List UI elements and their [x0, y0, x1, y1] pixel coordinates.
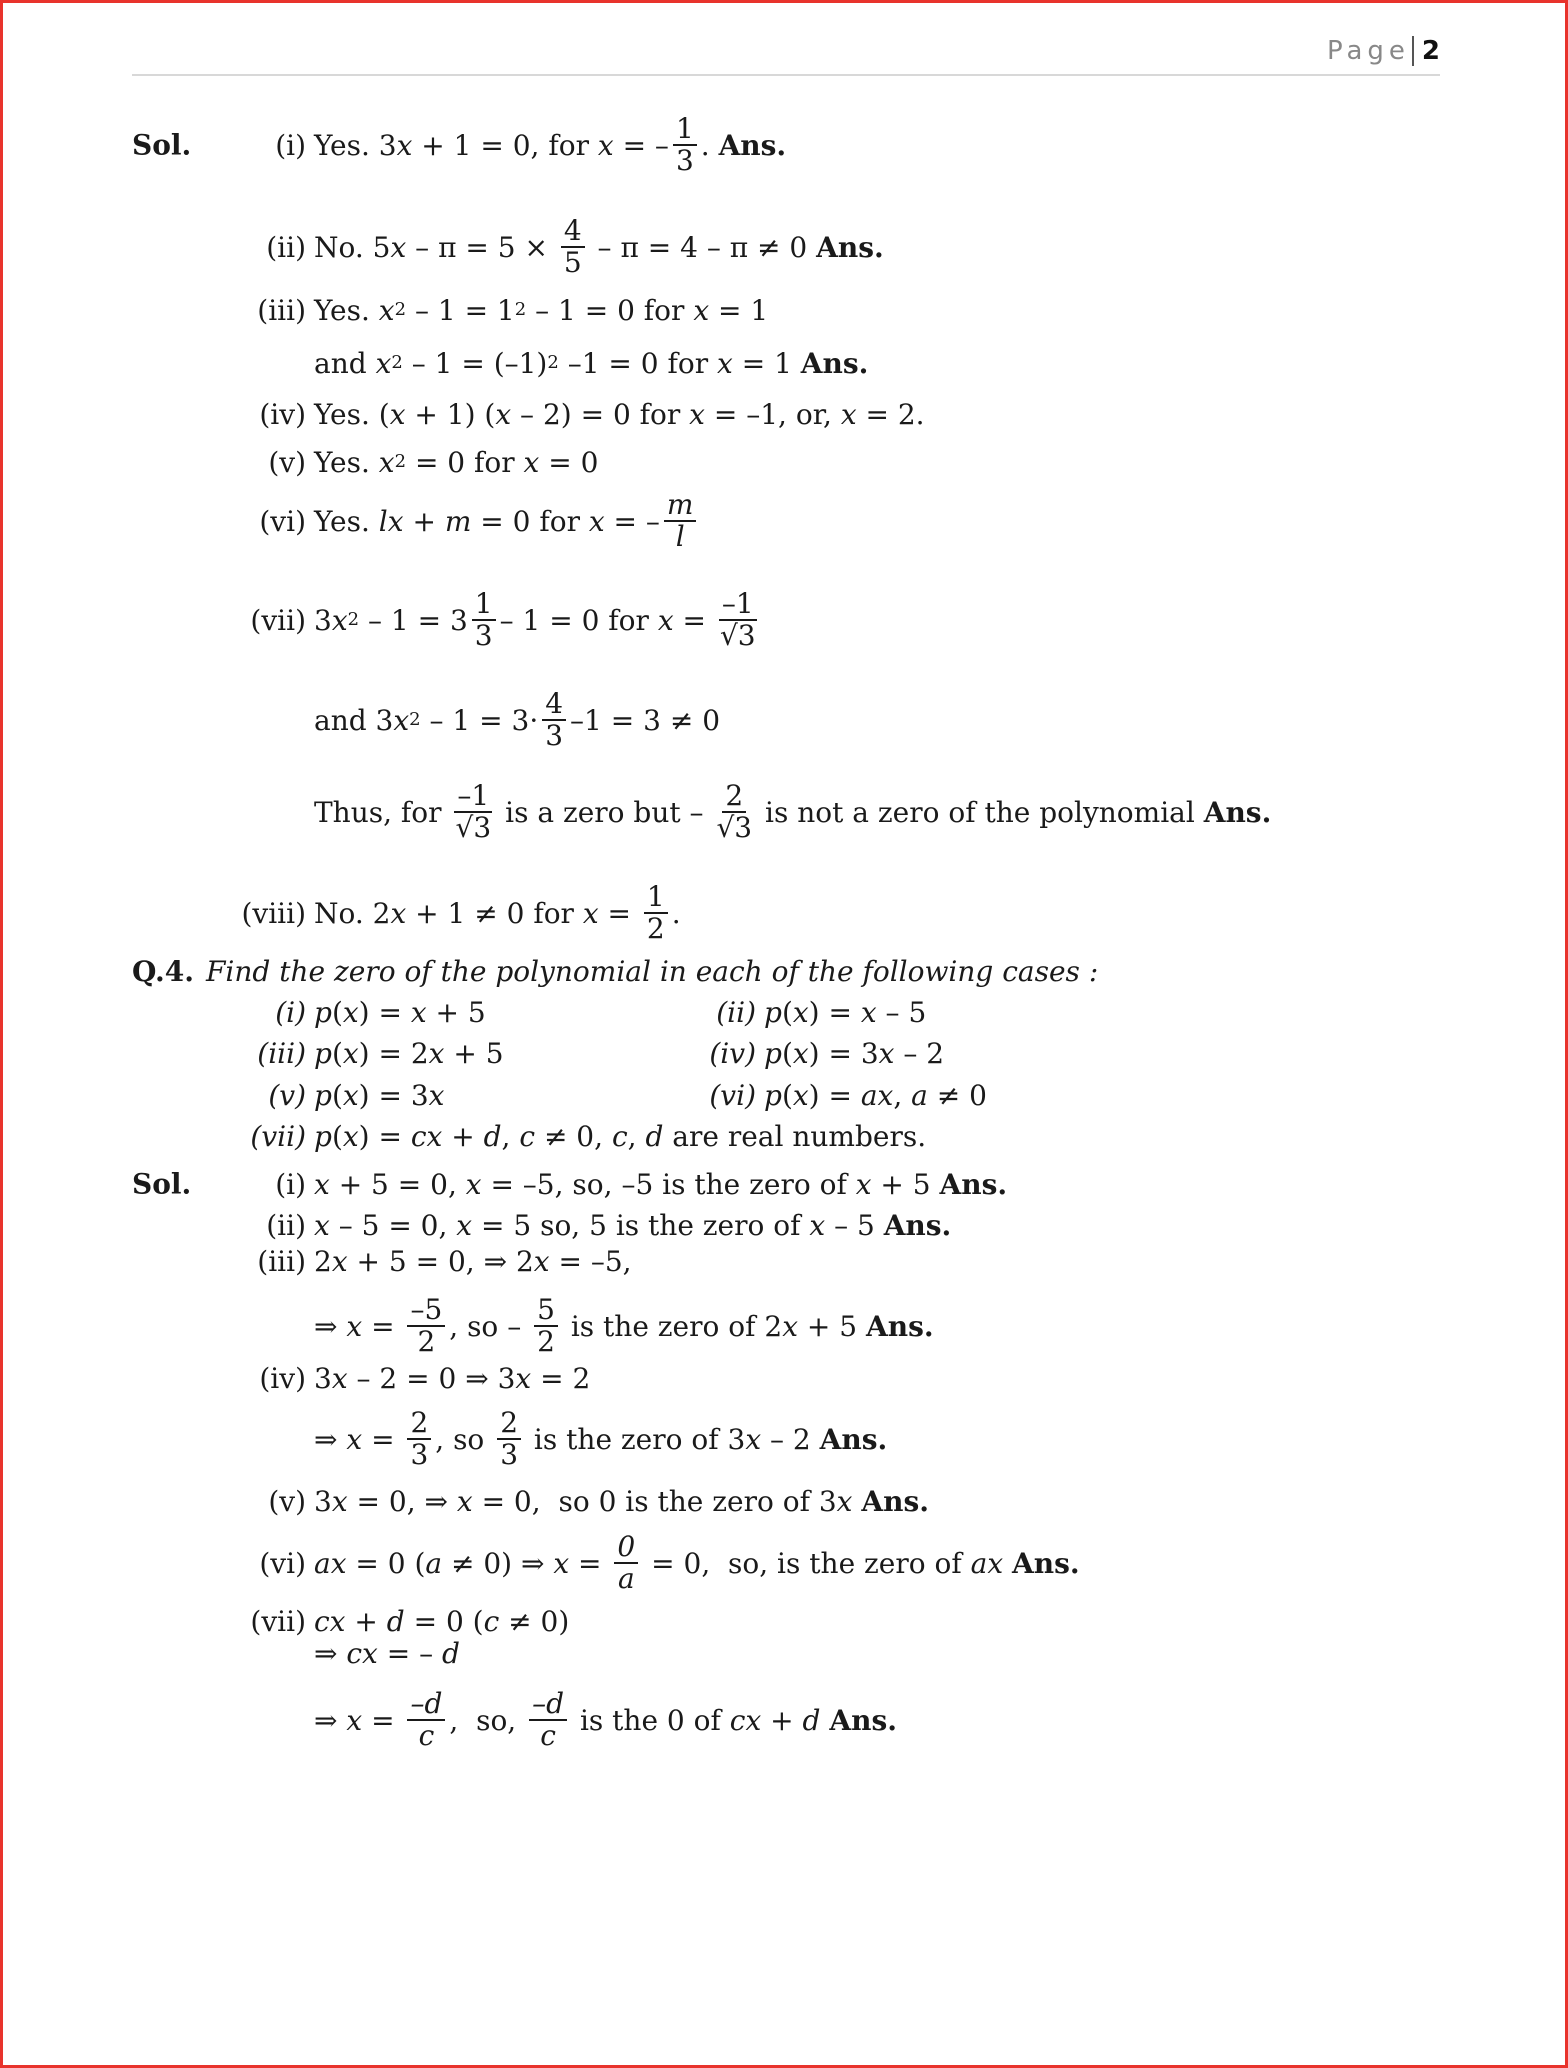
math-variable: ax: [970, 1546, 1004, 1580]
page-label: Page: [1326, 36, 1410, 66]
fraction: [407, 1689, 445, 1751]
item-label: (iv): [709, 1036, 756, 1070]
denominator: c: [540, 1719, 556, 1752]
numerator: 2: [722, 781, 746, 813]
text: =: [673, 603, 715, 637]
text: – 2 = 0 ⇒ 3: [347, 1361, 516, 1395]
fraction: [719, 589, 757, 651]
text: + 1) (: [405, 397, 496, 431]
math-variable: x: [314, 1167, 330, 1201]
solution-line: [196, 1623, 460, 1683]
text: ⇒: [314, 1636, 347, 1670]
text: =: [362, 1422, 404, 1456]
math-variable: c: [611, 1119, 628, 1153]
denominator: 5: [563, 246, 582, 279]
denominator: l: [675, 520, 685, 553]
math-variable: x: [346, 1703, 363, 1737]
math-variable: p: [764, 1036, 782, 1070]
denominator: 3: [545, 719, 564, 752]
text: (: [781, 1036, 793, 1070]
math-variable: d: [483, 1119, 502, 1153]
text: = 0 (: [404, 1604, 484, 1638]
solution-line: [196, 1530, 1080, 1595]
fraction: [716, 781, 752, 843]
math-variable: x: [515, 1361, 532, 1395]
math-variable: c: [483, 1604, 500, 1638]
math-variable: x: [792, 1078, 809, 1112]
item-label: (i): [275, 1167, 306, 1201]
item-label: (iv): [259, 1361, 306, 1395]
denominator: 2: [537, 1325, 555, 1358]
text: – 5: [876, 995, 927, 1029]
text: = 0, so 0 is the zero of 3: [472, 1484, 837, 1518]
text: Yes.: [314, 445, 379, 479]
answer-mark: Ans.: [861, 1484, 929, 1518]
numerator: m: [664, 490, 697, 522]
numerator: –d: [407, 1689, 445, 1721]
math-variable: x: [840, 397, 857, 431]
math-variable: x: [878, 1036, 895, 1070]
math-variable: x: [428, 1036, 445, 1070]
item-label: (i): [275, 128, 306, 162]
math-variable: x: [346, 1309, 363, 1343]
denominator: √3: [716, 811, 753, 844]
text: ) = 2: [358, 1036, 429, 1070]
solution-line: and 3 x 2 – 1 = 3· $\frac{4}{3}$ –1 = 3 ≠ 0: [314, 687, 721, 752]
text: 2: [314, 1244, 332, 1278]
answer-mark: Ans.: [1203, 795, 1272, 829]
text: ) =: [808, 995, 861, 1029]
text: – 2: [761, 1422, 820, 1456]
math-variable: x: [342, 1119, 359, 1153]
math-variable: p: [314, 1119, 332, 1153]
answer-mark: Ans.: [800, 346, 869, 380]
denominator: 3: [675, 144, 694, 177]
fraction: [614, 1532, 638, 1594]
math-variable: x: [390, 230, 407, 264]
math-variable: x: [693, 293, 710, 327]
text: and 3: [314, 703, 394, 737]
math-variable: x: [428, 1078, 445, 1112]
denominator: 3: [410, 1438, 429, 1471]
math-variable: x: [792, 1036, 809, 1070]
text: +: [345, 1604, 387, 1638]
text: =: [362, 1309, 404, 1343]
solution-line: [196, 1687, 897, 1752]
text: (: [331, 1119, 343, 1153]
math-variable: x: [495, 397, 512, 431]
math-variable: x: [342, 995, 359, 1029]
text: – 1 = 3: [359, 603, 468, 637]
math-variable: d: [386, 1604, 405, 1638]
text: ) =: [808, 1078, 861, 1112]
denominator: 2: [417, 1325, 436, 1358]
item-label: (v): [268, 1484, 306, 1518]
math-variable: x: [745, 1422, 762, 1456]
denominator: √3: [455, 811, 492, 844]
solution-line: (vii) 3 x 2 – 1 = 3 $\frac{1}{3}$ – 1 = 0 for x = $\frac{-1}{√3}$: [196, 590, 761, 650]
item-label: (v): [268, 445, 306, 479]
sol-label: Sol.: [132, 128, 192, 162]
denominator: 2: [646, 912, 665, 945]
item-label: (iii): [257, 293, 306, 327]
item-label: (iii): [257, 1036, 306, 1070]
text: Yes. 3: [314, 128, 397, 162]
solution-line: and x 2 – 1 = (–1) 2 –1 = 0 for x = 1 Ans.: [314, 346, 869, 380]
text: ) = 3: [358, 1078, 429, 1112]
text: ≠ 0) ⇒: [442, 1546, 554, 1580]
text: –1 = 0 for: [558, 346, 718, 380]
item-label: (iii): [257, 1244, 306, 1278]
math-variable: p: [764, 1078, 782, 1112]
text: ) =: [358, 995, 411, 1029]
math-variable: cx: [410, 1119, 443, 1153]
text: =: [362, 1703, 404, 1737]
math-variable: x: [389, 397, 406, 431]
text: .: [671, 896, 681, 930]
math-variable: x: [855, 1167, 872, 1201]
math-variable: x: [331, 603, 348, 637]
text: .: [700, 128, 719, 162]
text: (: [781, 1078, 793, 1112]
answer-mark: Ans.: [865, 1309, 934, 1343]
math-variable: p: [764, 995, 782, 1029]
text: is a zero but –: [496, 795, 713, 829]
math-variable: x: [465, 1167, 482, 1201]
text: = –: [604, 504, 660, 538]
sol-label: Sol.: [132, 1167, 192, 1201]
text: Yes.: [314, 504, 379, 538]
answer-mark: Ans.: [718, 128, 787, 162]
fraction: [454, 781, 492, 843]
text: + 5 = 0,: [329, 1167, 466, 1201]
text: ⇒: [314, 1309, 347, 1343]
numerator: 0: [614, 1532, 638, 1564]
text: = 0 for: [406, 445, 524, 479]
math-variable: x: [792, 995, 809, 1029]
numerator: –d: [529, 1689, 567, 1721]
text: , so –: [449, 1309, 531, 1343]
text: and: [314, 346, 376, 380]
numerator: 4: [542, 689, 566, 721]
text: + 1 = 0, for: [412, 128, 598, 162]
answer-mark: Ans.: [816, 230, 884, 264]
math-variable: ax: [860, 1078, 894, 1112]
math-variable: d: [645, 1119, 664, 1153]
math-variable: p: [314, 1078, 332, 1112]
item-label: (vii): [250, 603, 306, 637]
fraction: [644, 882, 668, 944]
text: ≠ 0): [499, 1604, 570, 1638]
numerator: 1: [644, 882, 668, 914]
solution-line: (iii) Yes. x 2 – 1 = 1 2 – 1 = 0 for x = 1: [196, 280, 768, 340]
text: ⇒: [314, 1422, 347, 1456]
text: = –: [377, 1636, 443, 1670]
text: = 1: [709, 293, 769, 327]
math-variable: x: [582, 896, 599, 930]
text: No. 2: [314, 896, 391, 930]
text: – 1 = 0 for: [499, 603, 658, 637]
math-variable: x: [717, 346, 733, 380]
math-variable: x: [375, 346, 392, 380]
math-variable: x: [342, 1078, 359, 1112]
text: – 2) = 0 for: [511, 397, 690, 431]
math-variable: x: [342, 1036, 359, 1070]
text: , so,: [449, 1703, 526, 1737]
text: – π = 4 – π ≠ 0: [588, 230, 817, 264]
fraction: [497, 1408, 521, 1470]
text: + 5: [871, 1167, 940, 1201]
fraction: [664, 490, 697, 552]
text: , so: [435, 1422, 494, 1456]
math-variable: x: [393, 703, 410, 737]
item-label: (ii): [716, 995, 756, 1029]
answer-mark: Ans.: [939, 1167, 1008, 1201]
fraction: [673, 114, 697, 176]
text: + 5: [426, 995, 486, 1029]
math-variable: x: [346, 1422, 363, 1456]
text: =: [598, 896, 640, 930]
item-label: (ii): [266, 1208, 306, 1242]
math-variable: cx: [729, 1703, 762, 1737]
solution-line: [196, 1231, 632, 1291]
text: – 5: [825, 1208, 884, 1242]
text: [1003, 1547, 1012, 1580]
text: = 1: [732, 346, 801, 380]
math-variable: x: [390, 896, 407, 930]
numerator: 2: [407, 1408, 431, 1440]
text: –1 = 3 ≠ 0: [570, 703, 721, 737]
text: is not a zero of the polynomial: [756, 795, 1204, 829]
math-variable: x: [689, 397, 705, 431]
text: ⇒: [314, 1703, 347, 1737]
math-variable: x: [331, 1361, 348, 1395]
numerator: 1: [472, 589, 496, 621]
text: ,: [627, 1119, 646, 1153]
text: is the zero of 2: [561, 1309, 783, 1343]
text: (: [331, 1078, 343, 1112]
math-variable: a: [911, 1078, 928, 1112]
text: is the zero of 3: [525, 1422, 746, 1456]
text: + 5: [798, 1309, 866, 1343]
item-label: (vii): [250, 1604, 306, 1638]
solution-line: [196, 880, 681, 945]
answer-mark: Ans.: [819, 1422, 888, 1456]
math-variable: x: [860, 995, 877, 1029]
page-number: 2: [1412, 36, 1440, 66]
numerator: 2: [497, 1408, 521, 1440]
text: + 5: [444, 1036, 504, 1070]
solution-line: (v) Yes. x 2 = 0 for x = 0: [196, 432, 598, 492]
text: ,: [893, 1078, 912, 1112]
math-variable: x: [597, 128, 614, 162]
text: (: [781, 995, 793, 1029]
text: = 0 (: [346, 1546, 426, 1580]
math-variable: x: [396, 128, 413, 162]
text: +: [442, 1119, 484, 1153]
text: Yes. (: [314, 397, 390, 431]
item-label: (vi): [259, 504, 306, 538]
math-variable: c: [519, 1119, 536, 1153]
text: = 5 so, 5 is the zero of: [472, 1208, 810, 1242]
text: ) = 3: [808, 1036, 879, 1070]
fraction: [407, 1408, 431, 1470]
math-variable: x: [836, 1484, 853, 1518]
math-variable: m: [444, 504, 472, 538]
math-variable: cx: [346, 1636, 378, 1670]
solution-line: [196, 1471, 929, 1531]
text: = –1, or,: [704, 397, 841, 431]
math-variable: lx: [378, 504, 404, 538]
text: = 2.: [856, 397, 925, 431]
solution-line: [196, 488, 700, 553]
text: ≠ 0,: [535, 1119, 612, 1153]
math-variable: p: [314, 1036, 332, 1070]
text: – 1 = 1: [406, 293, 515, 327]
solution-line: [196, 214, 884, 279]
text: No. 5: [314, 230, 391, 264]
page-header: [1327, 36, 1440, 66]
math-variable: x: [410, 995, 427, 1029]
fraction: [561, 216, 585, 278]
fraction: [542, 689, 566, 751]
answer-mark: Ans.: [1012, 1546, 1080, 1580]
text: Yes.: [314, 293, 379, 327]
math-variable: x: [314, 1208, 330, 1242]
text: 3: [314, 603, 332, 637]
item-label: (vi): [259, 1546, 306, 1580]
text: – 1 = 0 for: [526, 293, 694, 327]
text: – 1 = 3·: [420, 703, 539, 737]
item-label: (vii): [250, 1119, 306, 1153]
question-text: Find the zero of the polynomial in each of the following cases :: [205, 954, 1099, 988]
numerator: 1: [673, 114, 697, 146]
text: – π = 5 ×: [406, 230, 557, 264]
text: = 0, ⇒: [347, 1484, 457, 1518]
numerator: –1: [719, 589, 757, 621]
math-variable: p: [314, 995, 332, 1029]
text: +: [761, 1703, 803, 1737]
header-rule: [132, 74, 1440, 76]
math-variable: x: [331, 1484, 348, 1518]
math-variable: x: [657, 603, 674, 637]
solution-line: [196, 1348, 590, 1408]
text: ) =: [358, 1119, 411, 1153]
text: (: [331, 995, 343, 1029]
math-variable: x: [782, 1309, 798, 1343]
text: ,: [501, 1119, 520, 1153]
item-label: (v): [268, 1078, 306, 1112]
math-variable: x: [523, 445, 540, 479]
denominator: √3: [719, 619, 756, 652]
item-label: (vi): [709, 1078, 756, 1112]
text: – 2: [894, 1036, 945, 1070]
answer-mark: Ans.: [883, 1208, 952, 1242]
text: + 5 = 0, ⇒ 2: [347, 1244, 534, 1278]
math-variable: x: [588, 504, 605, 538]
answer-mark: Ans.: [829, 1703, 897, 1737]
text: +: [403, 504, 445, 538]
text: = –5, so, –5 is the zero of: [481, 1167, 856, 1201]
math-variable: d: [802, 1703, 821, 1737]
text: = 0: [539, 445, 599, 479]
text: (: [331, 1036, 343, 1070]
math-variable: x: [378, 445, 395, 479]
item-label: (viii): [241, 896, 306, 930]
fraction: [529, 1689, 567, 1751]
text: – 5 = 0,: [329, 1208, 457, 1242]
text: – 1 = (–1): [402, 346, 548, 380]
text: = 2: [531, 1361, 591, 1395]
denominator: a: [617, 1562, 635, 1595]
math-variable: x: [456, 1484, 473, 1518]
item-label: (i): [275, 995, 306, 1029]
item-label: (ii): [266, 230, 306, 264]
math-variable: x: [331, 1244, 348, 1278]
denominator: c: [418, 1719, 435, 1752]
solution-line: [196, 779, 1272, 844]
text: are real numbers.: [663, 1119, 927, 1153]
fraction: [472, 589, 496, 651]
text: = 0, so, is the zero of: [642, 1546, 971, 1580]
text: = –5,: [549, 1244, 632, 1278]
solution-line: [196, 112, 787, 177]
text: = 0 for: [471, 504, 589, 538]
item-label: (iv): [259, 397, 306, 431]
text: 3: [314, 1484, 332, 1518]
text: Thus, for: [314, 795, 451, 829]
denominator: 3: [500, 1438, 519, 1471]
denominator: 3: [474, 619, 493, 652]
solution-line: [196, 1293, 934, 1358]
math-variable: x: [378, 293, 395, 327]
numerator: 4: [561, 216, 585, 248]
math-variable: ax: [314, 1546, 347, 1580]
solution-line: [196, 1406, 888, 1471]
math-variable: x: [809, 1208, 826, 1242]
text: = –: [613, 128, 669, 162]
math-variable: x: [456, 1208, 473, 1242]
numerator: –5: [407, 1295, 445, 1327]
math-variable: x: [553, 1546, 570, 1580]
text: ≠ 0: [927, 1078, 987, 1112]
numerator: 5: [534, 1295, 558, 1327]
text: =: [569, 1546, 611, 1580]
text: is the 0 of: [571, 1703, 730, 1737]
text: + 1 ≠ 0 for: [406, 896, 583, 930]
question-number: Q.4.: [132, 954, 194, 988]
numerator: –1: [454, 781, 492, 813]
math-variable: x: [533, 1244, 550, 1278]
math-variable: d: [442, 1636, 460, 1670]
text: 3: [314, 1361, 332, 1395]
math-variable: cx: [314, 1604, 346, 1638]
math-variable: a: [425, 1546, 443, 1580]
